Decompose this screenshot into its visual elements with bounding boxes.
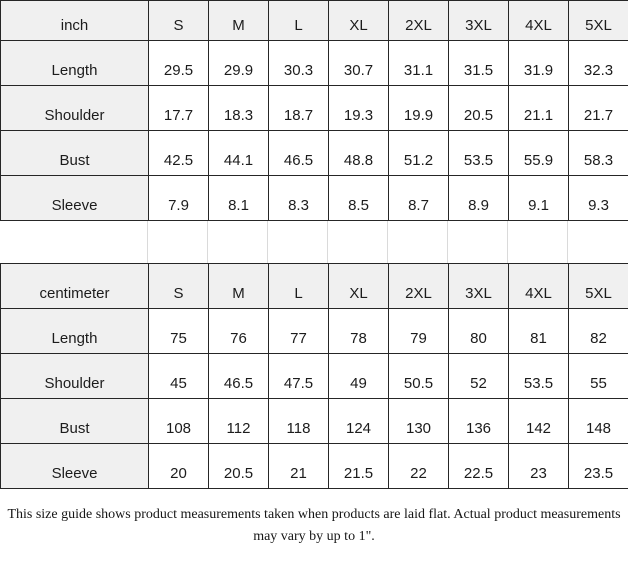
gap-cell [448, 221, 508, 263]
measurement-value: 19.9 [389, 86, 449, 131]
table-gap [0, 221, 628, 263]
measurement-value: 22 [389, 444, 449, 489]
col-header-size: S [149, 1, 209, 41]
measurement-value: 8.7 [389, 176, 449, 221]
measurement-value: 77 [269, 309, 329, 354]
table-row [1, 41, 628, 86]
measurement-value: 53.5 [509, 354, 569, 399]
measurement-value: 148 [569, 399, 628, 444]
measurement-value: 31.5 [449, 41, 509, 86]
measurement-value: 78 [329, 309, 389, 354]
measurement-value: 136 [449, 399, 509, 444]
col-header-size: S [149, 264, 209, 309]
measurement-value: 81 [509, 309, 569, 354]
measurement-value: 30.3 [269, 41, 329, 86]
row-label: Bust [1, 399, 149, 444]
gap-cell [0, 221, 148, 263]
measurement-value: 23.5 [569, 444, 628, 489]
measurement-value: 118 [269, 399, 329, 444]
gap-cell [148, 221, 208, 263]
measurement-value: 21.5 [329, 444, 389, 489]
measurement-value: 23 [509, 444, 569, 489]
measurement-value: 31.1 [389, 41, 449, 86]
measurement-value: 29.9 [209, 41, 269, 86]
measurement-value: 32.3 [569, 41, 628, 86]
table-row [1, 444, 628, 489]
row-label: Bust [1, 131, 149, 176]
measurement-value: 21.7 [569, 86, 628, 131]
measurement-value: 44.1 [209, 131, 269, 176]
table-row [1, 131, 628, 176]
col-header-size: 3XL [449, 1, 509, 41]
measurement-value: 112 [209, 399, 269, 444]
unit-label: centimeter [1, 264, 149, 309]
measurement-value: 130 [389, 399, 449, 444]
measurement-value: 42.5 [149, 131, 209, 176]
measurement-value: 55.9 [509, 131, 569, 176]
size-guide-note: This size guide shows product measurements taken when products are laid flat. Actual product measurements may vary by up to 1". [7, 507, 621, 544]
measurement-value: 29.5 [149, 41, 209, 86]
col-header-size: 2XL [389, 1, 449, 41]
measurement-value: 20 [149, 444, 209, 489]
row-label: Length [1, 41, 149, 86]
col-header-size: L [269, 1, 329, 41]
measurement-value: 75 [149, 309, 209, 354]
table-row [1, 176, 628, 221]
measurement-value: 21 [269, 444, 329, 489]
measurement-value: 21.1 [509, 86, 569, 131]
measurement-value: 7.9 [149, 176, 209, 221]
row-label: Sleeve [1, 176, 149, 221]
col-header-size: 5XL [569, 1, 628, 41]
col-header-size: 3XL [449, 264, 509, 309]
table-row [1, 309, 628, 354]
table-row [1, 399, 628, 444]
col-header-size: 4XL [509, 264, 569, 309]
measurement-value: 79 [389, 309, 449, 354]
measurement-value: 31.9 [509, 41, 569, 86]
size-table-centimeter [0, 263, 628, 489]
measurement-value: 124 [329, 399, 389, 444]
measurement-value: 55 [569, 354, 628, 399]
col-header-size: M [209, 264, 269, 309]
measurement-value: 51.2 [389, 131, 449, 176]
col-header-size: L [269, 264, 329, 309]
size-table-inch [0, 0, 628, 221]
measurement-value: 22.5 [449, 444, 509, 489]
table-row [1, 86, 628, 131]
col-header-size: 5XL [569, 264, 628, 309]
measurement-value: 49 [329, 354, 389, 399]
measurement-value: 9.1 [509, 176, 569, 221]
col-header-size: XL [329, 264, 389, 309]
unit-label: inch [1, 1, 149, 41]
measurement-value: 142 [509, 399, 569, 444]
measurement-value: 18.3 [209, 86, 269, 131]
measurement-value: 9.3 [569, 176, 628, 221]
gap-cell [328, 221, 388, 263]
gap-cell [208, 221, 268, 263]
measurement-value: 52 [449, 354, 509, 399]
measurement-value: 50.5 [389, 354, 449, 399]
table-row [1, 354, 628, 399]
measurement-value: 46.5 [209, 354, 269, 399]
measurement-value: 80 [449, 309, 509, 354]
measurement-value: 108 [149, 399, 209, 444]
measurement-value: 8.3 [269, 176, 329, 221]
row-label: Shoulder [1, 354, 149, 399]
row-label: Length [1, 309, 149, 354]
col-header-size: XL [329, 1, 389, 41]
measurement-value: 53.5 [449, 131, 509, 176]
measurement-value: 48.8 [329, 131, 389, 176]
measurement-value: 45 [149, 354, 209, 399]
measurement-value: 19.3 [329, 86, 389, 131]
measurement-value: 8.5 [329, 176, 389, 221]
measurement-value: 30.7 [329, 41, 389, 86]
measurement-value: 8.9 [449, 176, 509, 221]
gap-cell [268, 221, 328, 263]
measurement-value: 46.5 [269, 131, 329, 176]
gap-cell [568, 221, 628, 263]
measurement-value: 17.7 [149, 86, 209, 131]
measurement-value: 20.5 [209, 444, 269, 489]
row-label: Sleeve [1, 444, 149, 489]
measurement-value: 58.3 [569, 131, 628, 176]
table-row [1, 1, 628, 41]
measurement-value: 47.5 [269, 354, 329, 399]
measurement-value: 18.7 [269, 86, 329, 131]
row-label: Shoulder [1, 86, 149, 131]
table-row [1, 264, 628, 309]
col-header-size: 4XL [509, 1, 569, 41]
measurement-value: 8.1 [209, 176, 269, 221]
gap-cell [508, 221, 568, 263]
col-header-size: 2XL [389, 264, 449, 309]
measurement-value: 20.5 [449, 86, 509, 131]
col-header-size: M [209, 1, 269, 41]
gap-cell [388, 221, 448, 263]
measurement-value: 76 [209, 309, 269, 354]
measurement-value: 82 [569, 309, 628, 354]
